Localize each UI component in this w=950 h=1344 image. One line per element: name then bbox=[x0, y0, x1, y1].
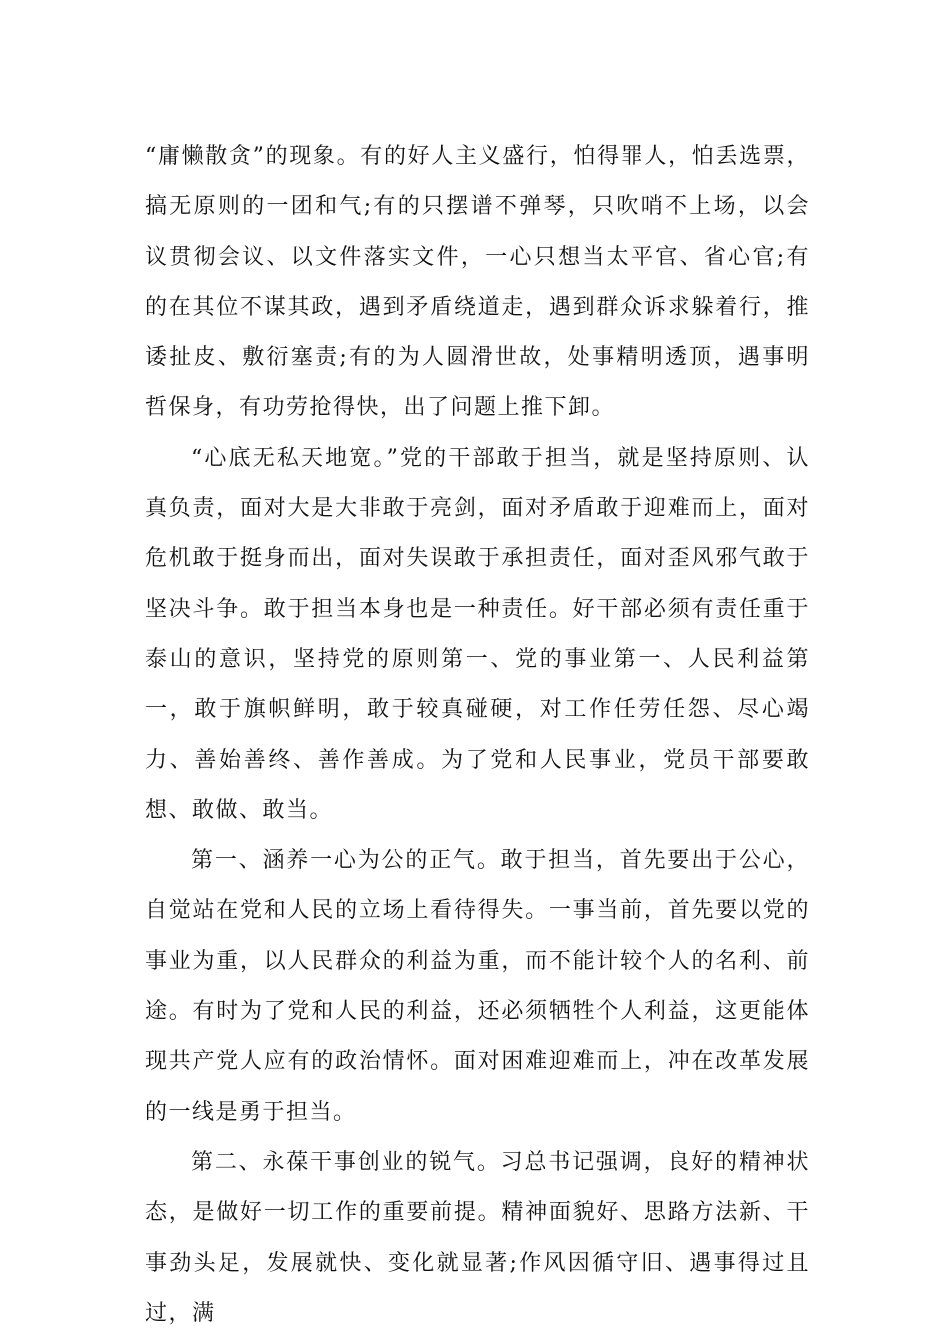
paragraph-continued: “庸懒散贪”的现象。有的好人主义盛行，怕得罪人，怕丢选票，搞无原则的一团和气;有的只摆谱不弹琴，只吹哨不上场，以会议贯彻会议、以文件落实文件，一心只想当太平官、省心官;有的在其位不谋其政，遇到矛盾绕道走，遇到群众诉求躲着行，推诿扯皮、敷衍塞责;有的为人圆滑世故，处事精明透顶，遇事明哲保身，有功劳抢得快，出了问题上推下卸。 bbox=[145, 144, 810, 421]
paragraph-responsibility: “心底无私天地宽。”党的干部敢于担当，就是坚持原则、认真负责，面对大是大非敢于亮剑，面对矛盾敢于迎难而上，面对危机敢于挺身而出，面对失误敢于承担责任，面对歪风邪气敢于坚决斗争。敢于担当本身也是一种责任。好干部必须有责任重于泰山的意识，坚持党的原则第一、党的事业第一、人民利益第一，敢于旗帜鲜明，敢于较真碰硬，对工作任劳任怨、尽心竭力、善始善终、善作善成。为了党和人民事业，党员干部要敢想、敢做、敢当。 bbox=[145, 445, 810, 823]
paragraph-point-two: 第二、永葆干事创业的锐气。习总书记强调，良好的精神状态，是做好一切工作的重要前提。精神面貌好、思路方法新、干事劲头足，发展就快、变化就显著;作风因循守旧、遇事得过且过，满 bbox=[145, 1149, 810, 1326]
paragraph-point-one: 第一、涵养一心为公的正气。敢于担当，首先要出于公心，自觉站在党和人民的立场上看待得失。一事当前，首先要以党的事业为重，以人民群众的利益为重，而不能计较个人的名利、前途。有时为了党和人民的利益，还必须牺牲个人利益，这更能体现共产党人应有的政治情怀。面对困难迎难而上，冲在改革发展的一线是勇于担当。 bbox=[145, 848, 810, 1125]
document-body bbox=[145, 132, 810, 1339]
